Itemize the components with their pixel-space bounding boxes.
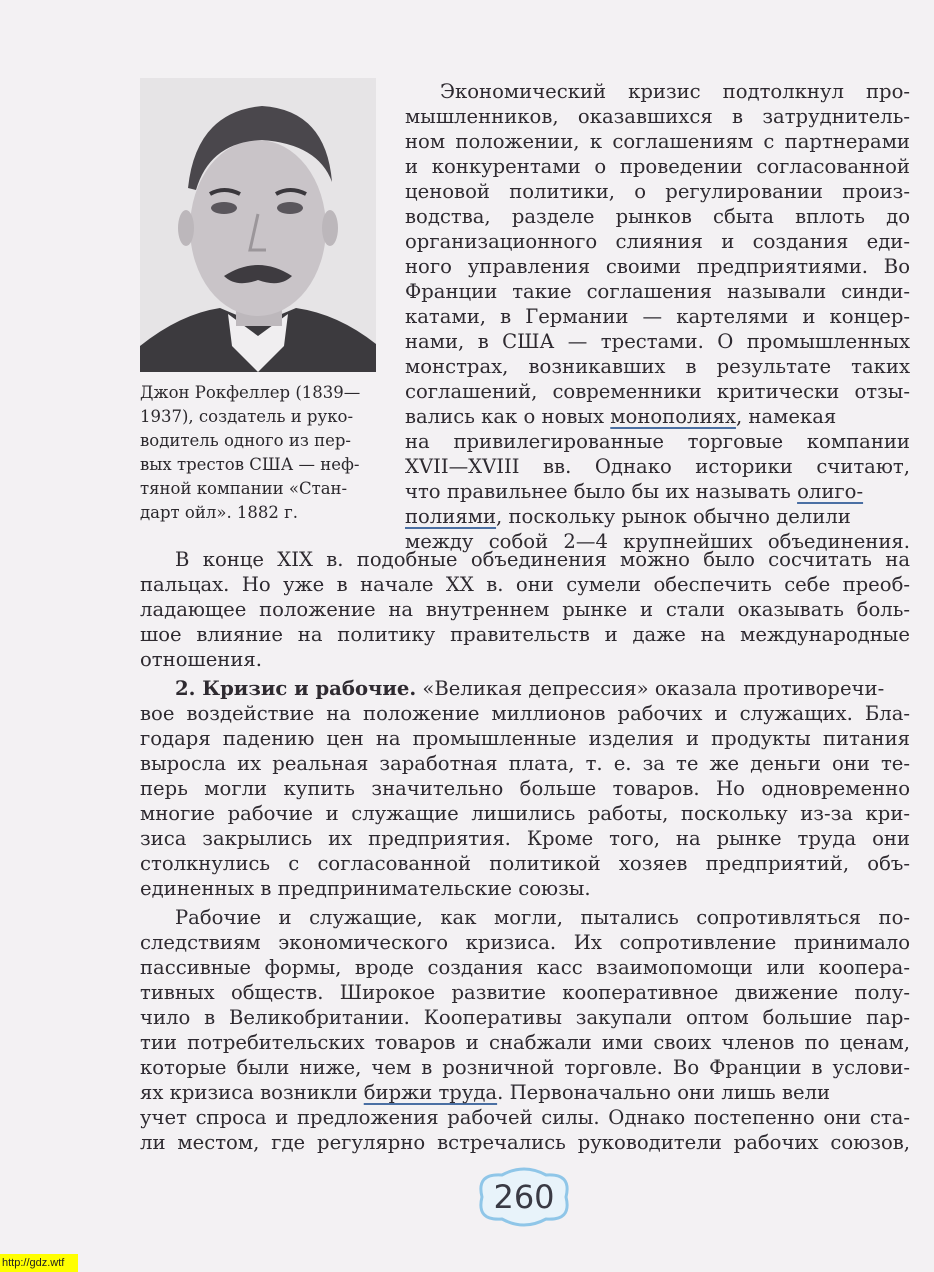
text-run: . Первоначально они лишь вели bbox=[497, 1081, 831, 1104]
text-line: многие рабочие и служащие лишились работы, поскольку из-за кри- bbox=[140, 802, 910, 825]
text-line: выросла их реальная заработная плата, т. е. за те же деньги они те- bbox=[140, 752, 910, 775]
text-line: чило в Великобритании. Кооперативы закупали оптом большие пар- bbox=[140, 1006, 910, 1029]
text-line: учет спроса и предложения рабочей силы. Однако постепенно они ста- bbox=[140, 1106, 910, 1129]
text-run: что правильнее было бы их называть bbox=[405, 480, 798, 503]
text-line: катами, в Германии — картелями и концер- bbox=[405, 305, 910, 328]
text-line: которые были ниже, чем в розничной торговле. Во Франции в услови- bbox=[140, 1056, 910, 1079]
text-line: зиса закрылись их предприятия. Кроме того, на рынке труда они bbox=[140, 827, 910, 850]
text-line: вое воздействие на положение миллионов рабочих и служащих. Бла- bbox=[140, 702, 910, 725]
text-line: ного управления своими предприятиями. Во bbox=[405, 255, 910, 278]
text-line: пальцах. Но уже в начале XX в. они сумели обеспечить себе преоб- bbox=[140, 573, 910, 596]
text-line: Экономический кризис подтолкнул про- bbox=[440, 80, 910, 103]
text-line: между собой 2—4 крупнейших объединения. bbox=[405, 530, 910, 553]
text-line: монстрах, возникавших в результате таких bbox=[405, 355, 910, 378]
text-run: ях кризиса возникли bbox=[140, 1081, 364, 1104]
text-line: на привилегированные торговые компании bbox=[405, 430, 910, 453]
text-line: ценовой политики, о регулировании произ- bbox=[405, 180, 910, 203]
caption-line: 1937), создатель и руко- bbox=[140, 407, 354, 426]
watermark-link[interactable]: http://gdz.wtf bbox=[0, 1254, 78, 1272]
text-line: В конце XIX в. подобные объединения можно было сосчитать на bbox=[175, 548, 910, 571]
text-line: столкнулись с согласованной политикой хозяев предприятий, объ- bbox=[140, 852, 910, 875]
text-line: Рабочие и служащие, как могли, пытались сопротивляться по- bbox=[175, 906, 910, 929]
text-line-mixed bbox=[405, 405, 910, 429]
term-oligopolies-cont: полиями bbox=[405, 505, 497, 528]
caption-line: тяной компании «Стан- bbox=[140, 479, 348, 498]
text-line: перь могли купить значительно больше товаров. Но одновременно bbox=[140, 777, 910, 800]
portrait-image bbox=[140, 78, 376, 372]
text-line: и конкурентами о проведении согласованной bbox=[405, 155, 910, 178]
section-heading: 2. Кризис и рабочие. bbox=[175, 677, 417, 700]
text-run: , поскольку рынок обычно делили bbox=[496, 505, 851, 528]
text-line: ли местом, где регулярно встречались руководители рабочих союзов, bbox=[140, 1131, 910, 1154]
caption-line: вых трестов США — неф- bbox=[140, 455, 360, 474]
text-line-mixed bbox=[405, 480, 910, 504]
text-line: нами, в США — трестами. О промышленных bbox=[405, 330, 910, 353]
term-monopolies: монополиях bbox=[610, 405, 736, 428]
text-line: Франции такие соглашения называли синди- bbox=[405, 280, 910, 303]
text-line: ладающее положение на внутреннем рынке и стали оказывать боль- bbox=[140, 598, 910, 621]
text-run: , намекая bbox=[735, 405, 837, 428]
photo-caption bbox=[140, 381, 385, 525]
text-line: пассивные формы, вроде создания касс взаимопомощи или коопера- bbox=[140, 956, 910, 979]
term-oligopolies: олиго- bbox=[797, 480, 864, 503]
text-run: «Великая депрессия» оказала противоречи- bbox=[416, 677, 885, 700]
text-line: ном положении, к соглашениям с партнерами bbox=[405, 130, 910, 153]
section-heading-line bbox=[175, 677, 910, 701]
page-number: 260 bbox=[493, 1178, 555, 1216]
caption-line: водитель одного из пер- bbox=[140, 431, 351, 450]
caption-line: дарт ойл». 1882 г. bbox=[140, 503, 299, 522]
page-number-badge bbox=[472, 1165, 576, 1229]
text-line-mixed bbox=[140, 1081, 910, 1105]
term-labour-exchanges: биржи труда bbox=[363, 1081, 498, 1104]
text-run: вались как о новых bbox=[405, 405, 611, 428]
text-line: шое влияние на политику правительств и даже на международные bbox=[140, 623, 910, 646]
text-line: организационного слияния и создания еди- bbox=[405, 230, 910, 253]
text-line: соглашений, современники критически отзы- bbox=[405, 380, 910, 403]
text-line: тивных обществ. Широкое развитие кооперативное движение полу- bbox=[140, 981, 910, 1004]
portrait-photo bbox=[140, 78, 376, 372]
text-line: тии потребительских товаров и снабжали ими своих членов по ценам, bbox=[140, 1031, 910, 1054]
text-line: XVII—XVIII вв. Однако историки считают, bbox=[405, 455, 910, 478]
text-line: мышленников, оказавшихся в затруднитель- bbox=[405, 105, 910, 128]
text-line: следствиям экономического кризиса. Их сопротивление принимало bbox=[140, 931, 910, 954]
text-line: водства, разделе рынков сбыта вплоть до bbox=[405, 205, 910, 228]
caption-line: Джон Рокфеллер (1839— bbox=[140, 383, 361, 402]
text-line-mixed bbox=[405, 505, 910, 529]
text-line: отношения. bbox=[140, 648, 263, 671]
text-line: единенных в предпринимательские союзы. bbox=[140, 877, 591, 900]
text-line: годаря падению цен на промышленные изделия и продукты питания bbox=[140, 727, 910, 750]
